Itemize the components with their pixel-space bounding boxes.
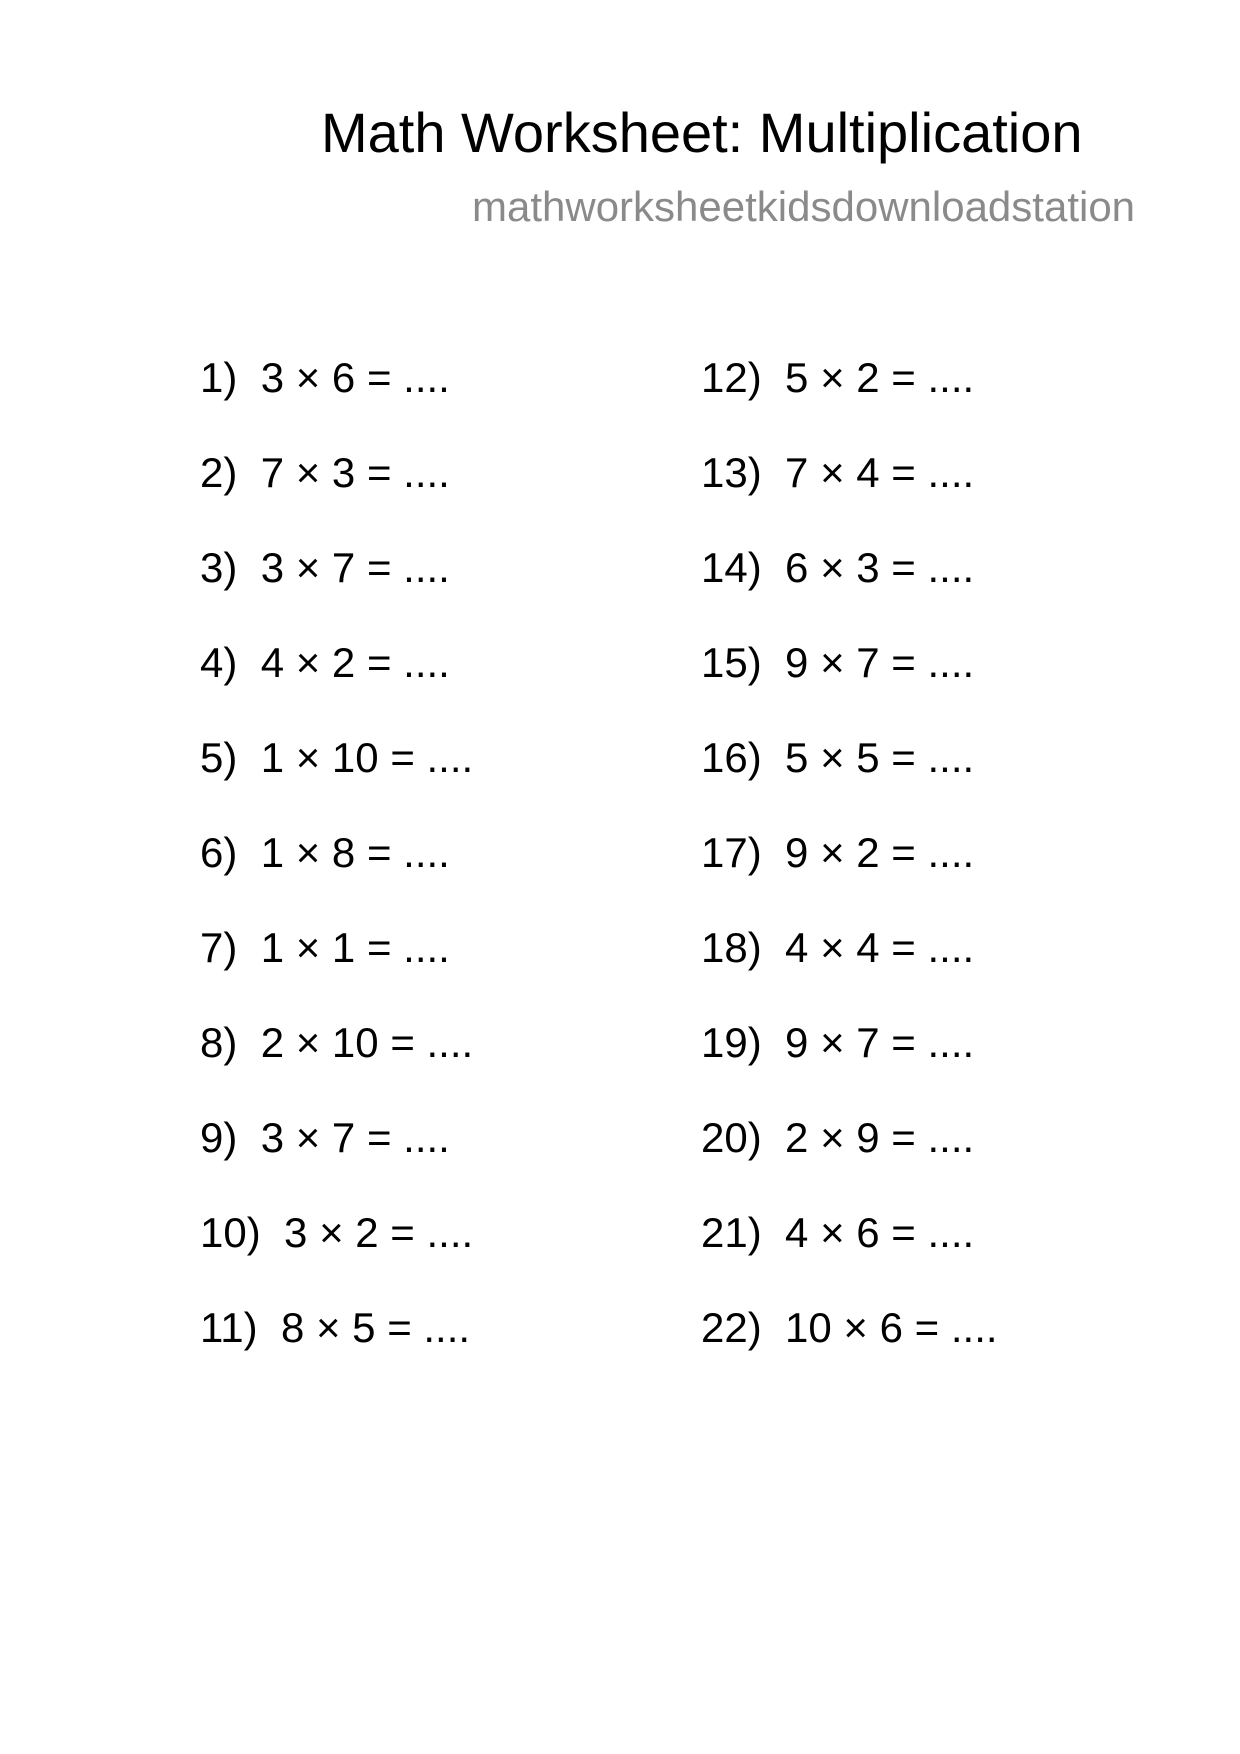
problem-expression: 2 × 10 = ....: [260, 1019, 474, 1066]
problem-number: 2): [200, 449, 238, 496]
problem-number: 14): [701, 544, 762, 591]
problem-expression: 7 × 3 = ....: [260, 449, 450, 496]
problem-19: [701, 1013, 998, 1108]
problem-5: [200, 728, 473, 823]
problem-number: 17): [701, 829, 762, 876]
problem-expression: 7 × 4 = ....: [785, 449, 975, 496]
problem-expression: 10 × 6 = ....: [785, 1304, 998, 1351]
problem-expression: 5 × 5 = ....: [785, 734, 975, 781]
problem-expression: 4 × 6 = ....: [785, 1209, 975, 1256]
problem-number: 1): [200, 354, 238, 401]
problem-number: 15): [701, 639, 762, 686]
problem-10: [200, 1203, 473, 1298]
problem-8: [200, 1013, 473, 1108]
problem-15: [701, 633, 998, 728]
problem-number: 5): [200, 734, 238, 781]
problem-number: 3): [200, 544, 238, 591]
problem-2: [200, 443, 473, 538]
problem-number: 20): [701, 1114, 762, 1161]
problem-number: 16): [701, 734, 762, 781]
problem-1: [200, 348, 473, 443]
problem-expression: 2 × 9 = ....: [785, 1114, 975, 1161]
problem-number: 12): [701, 354, 762, 401]
problem-number: 13): [701, 449, 762, 496]
problem-number: 10): [200, 1209, 261, 1256]
problem-expression: 6 × 3 = ....: [785, 544, 975, 591]
problem-22: [701, 1298, 998, 1393]
problem-17: [701, 823, 998, 918]
problem-13: [701, 443, 998, 538]
problem-expression: 3 × 6 = ....: [260, 354, 450, 401]
problem-expression: 1 × 10 = ....: [260, 734, 474, 781]
problem-expression: 4 × 4 = ....: [785, 924, 975, 971]
problem-expression: 3 × 7 = ....: [260, 544, 450, 591]
problem-expression: 5 × 2 = ....: [785, 354, 975, 401]
problem-number: 22): [701, 1304, 762, 1351]
page-subtitle: mathworksheetkidsdownloadstation: [472, 183, 1136, 230]
problem-expression: 3 × 7 = ....: [260, 1114, 450, 1161]
problem-3: [200, 538, 473, 633]
problem-6: [200, 823, 473, 918]
problem-11: [200, 1298, 473, 1393]
problem-18: [701, 918, 998, 1013]
problem-number: 21): [701, 1209, 762, 1256]
problem-expression: 8 × 5 = ....: [280, 1304, 471, 1351]
problem-column-right: [701, 348, 998, 1393]
problem-14: [701, 538, 998, 633]
page-title: Math Worksheet: Multiplication: [321, 101, 1083, 164]
problem-16: [701, 728, 998, 823]
problem-expression: 4 × 2 = ....: [260, 639, 450, 686]
problem-expression: 9 × 7 = ....: [785, 639, 975, 686]
problem-expression: 3 × 2 = ....: [284, 1209, 474, 1256]
problem-number: 9): [200, 1114, 238, 1161]
problem-20: [701, 1108, 998, 1203]
problem-7: [200, 918, 473, 1013]
problem-number: 4): [200, 639, 238, 686]
problem-number: 18): [701, 924, 762, 971]
problem-number: 8): [200, 1019, 238, 1066]
problem-4: [200, 633, 473, 728]
problem-21: [701, 1203, 998, 1298]
problem-number: 7): [200, 924, 238, 971]
problem-9: [200, 1108, 473, 1203]
problem-number: 6): [200, 829, 238, 876]
problem-column-left: [200, 348, 473, 1393]
problem-expression: 1 × 8 = ....: [260, 829, 450, 876]
problem-number: 11): [200, 1304, 258, 1351]
problem-number: 19): [701, 1019, 762, 1066]
problem-expression: 9 × 7 = ....: [785, 1019, 975, 1066]
problem-12: [701, 348, 998, 443]
problem-expression: 9 × 2 = ....: [785, 829, 975, 876]
problem-expression: 1 × 1 = ....: [260, 924, 450, 971]
